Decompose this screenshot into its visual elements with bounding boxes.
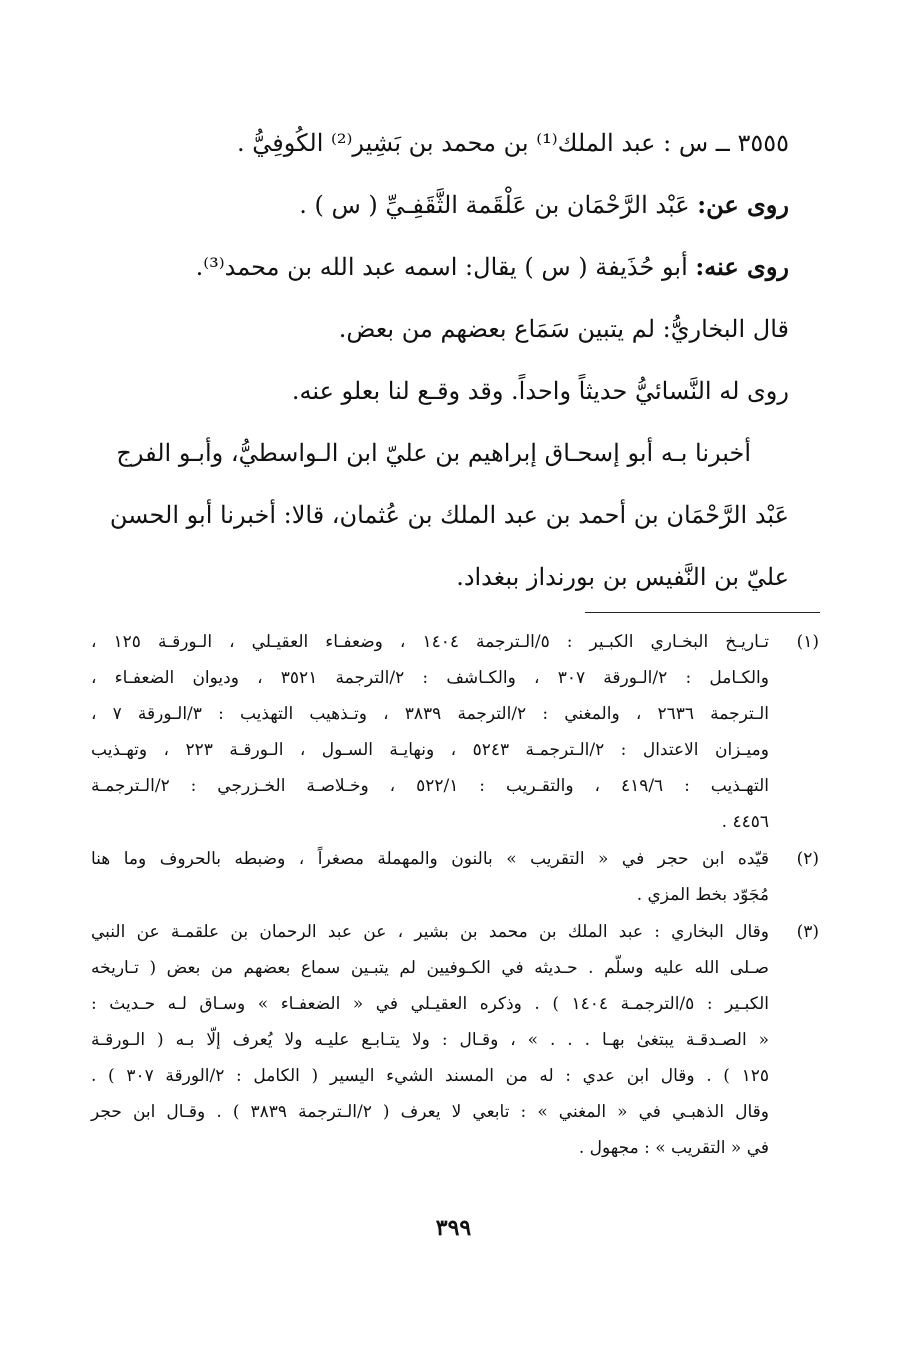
footnotes bbox=[91, 624, 819, 1167]
footnote-line: التهـذيب : ٤١٩/٦ ، والتقـريب : ٥٢٢/١ ، وخـلاصـة الخـزرجي : ٢/الـترجمـة bbox=[91, 776, 769, 796]
footnote-1 bbox=[91, 624, 819, 840]
footnote-line: قيّده ابن حجر في « التقريب » بالنون والمهملة مصغراً ، وضبطه بالحروف وما هنا bbox=[91, 849, 769, 869]
footnote-line: وقال الذهبـي في « المغني » : تابعي لا يعرف ( ٢/الـترجمة ٣٨٣٩ ) . وقـال ابن حجر bbox=[91, 1102, 769, 1122]
biography-entry bbox=[109, 112, 789, 608]
footnote-line: تـاريـخ البخـاري الكبـير : ٥/الـترجمة ١٤٠٤ ، وضعفـاء العقيـلي ، الـورقـة ١٢٥ ، bbox=[91, 632, 770, 652]
footnote-line: « الصـدقـة يبتغىٰ بهـا . . . » ، وقـال : ولا يتـابـع عليـه ولا يُعرف إلّا بـه ( الـورقـة bbox=[91, 1030, 769, 1050]
footnote-line: في « التقريب » : مجهول . bbox=[578, 1138, 769, 1158]
footnote-line: صـلى الله عليه وسلّم . حـديثه في الكـوفيين لم يتبـين سماع بعضهم من بعض ( تـاريخه bbox=[91, 958, 769, 978]
footnote-line: الـترجمة ٢٦٣٦ ، والمغني : ٢/الترجمة ٣٨٣٩ ، وتـذهيب التهذيب : ٣/الـورقة ٧ ، bbox=[91, 704, 769, 724]
narrated-from-line bbox=[139, 174, 789, 236]
narrated-from-text: عَبْد الرَّحْمَان بن عَلْقَمة الثَّقَفِـيِّ ( س ) . bbox=[299, 191, 690, 219]
footnote-number: (١) bbox=[796, 632, 819, 652]
isnad-line: عَبْد الرَّحْمَان بن أحمد بن عبد الملك بن عُثمان، قالا: أخبرنا أبو الحسن bbox=[109, 501, 789, 529]
footnote-3 bbox=[91, 914, 819, 1166]
footnote-line: الكبـير : ٥/الترجمـة ١٤٠٤ ) . وذكره العقيـلي في « الضعفـاء » وسـاق لـه حـديث : bbox=[91, 994, 769, 1014]
isnad-line: عليّ بن النَّفيس بن بورنداز ببغداد. bbox=[456, 563, 789, 591]
narrated-by-label: روى عنه: bbox=[695, 252, 789, 281]
nasai-statement: روى له النَّسائيُّ حديثاً واحداً. وقد وقـع لنا بعلو عنه. bbox=[291, 377, 789, 405]
entry-header: ٣٥٥٥ ــ س : عبد الملك⁽¹⁾ بن محمد بن بَشِير⁽²⁾ الكُوفِيُّ . bbox=[237, 129, 789, 157]
footnote-2 bbox=[91, 841, 819, 913]
footnote-separator bbox=[585, 612, 820, 613]
footnote-line: ١٢٥ ) . وقال ابن عدي : له من المسند الشيء اليسير ( الكامل : ٢/الورقة ٣٠٧ ) . bbox=[91, 1066, 769, 1086]
footnote-number: (٢) bbox=[796, 849, 819, 869]
footnote-line: وميـزان الاعتدال : ٢/الـترجمـة ٥٢٤٣ ، ونهايـة السـول ، الـورقـة ٢٢٣ ، وتهـذيب bbox=[91, 740, 769, 760]
narrated-by-text: أبو حُذَيفة ( س ) يقال: اسمه عبد الله بن محمد⁽³⁾. bbox=[195, 253, 688, 281]
footnote-line: وقال البخاري : عبد الملك بن محمد بن بشير ، عن عبد الرحمان بن علقمـة عن النبي bbox=[91, 922, 769, 942]
footnote-line: مُجَوّد بخط المزي . bbox=[636, 885, 769, 905]
page-number: ٣٩٩ bbox=[435, 1215, 472, 1241]
bukhari-statement: قال البخاريُّ: لم يتبين سَمَاع بعضهم من بعض. bbox=[338, 315, 789, 343]
footnote-line: ٤٤٥٦ . bbox=[721, 812, 769, 832]
narrated-from-label: روى عن: bbox=[697, 190, 789, 219]
footnote-number: (٣) bbox=[796, 922, 819, 942]
footnote-line: والكـامل : ٢/الـورقة ٣٠٧ ، والكـاشف : ٢/الترجمة ٣٥٢١ ، وديوان الضعفـاء ، bbox=[91, 668, 769, 688]
narrated-by-line bbox=[139, 236, 789, 298]
isnad-line: أخبرنا بـه أبو إسحـاق إبراهيم بن عليّ ابن الـواسطيُّ، وأبـو الفرج bbox=[116, 439, 751, 467]
